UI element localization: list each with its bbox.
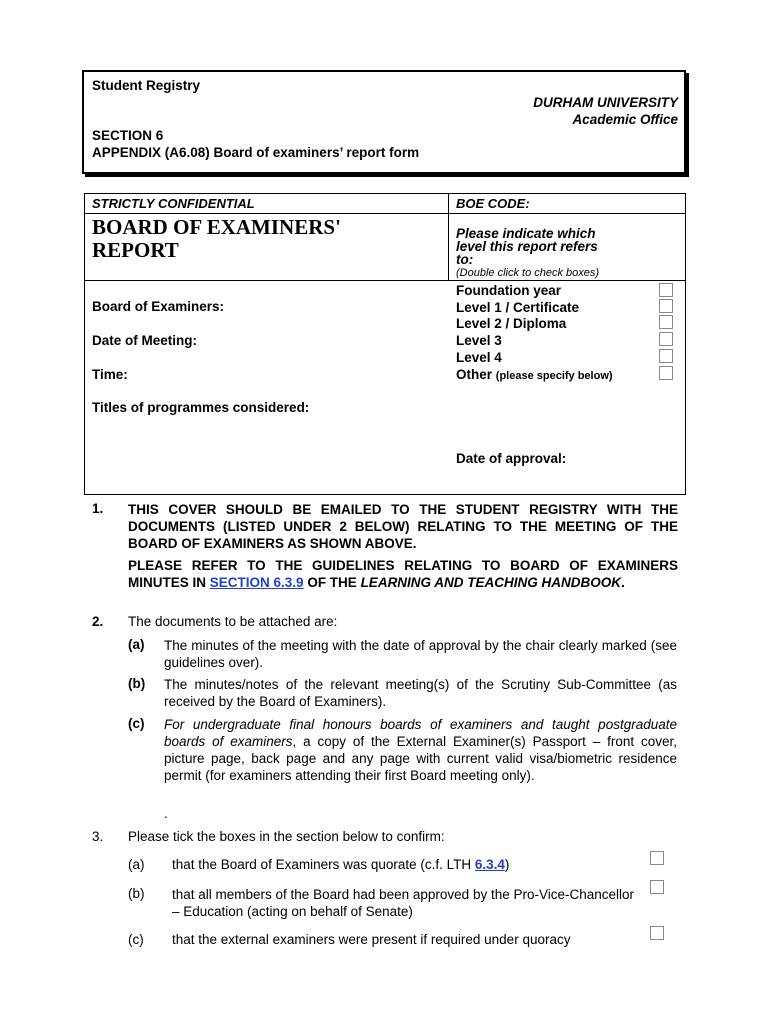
boe-code-field[interactable]: BOE CODE: — [456, 196, 530, 211]
registry-label: Student Registry — [92, 78, 201, 93]
office-name: Academic Office — [572, 112, 678, 127]
confirm-a-text — [172, 857, 509, 872]
date-of-approval-field[interactable]: Date of approval: — [456, 451, 567, 466]
instruction-guidelines — [128, 557, 678, 591]
item-number-1: 1. — [92, 501, 104, 516]
confirm-c-label: (c) — [128, 932, 144, 947]
column-divider — [448, 194, 449, 280]
form-title — [92, 216, 341, 262]
guidelines-text: PLEASE REFER TO THE GUIDELINES RELATING TO BOARD OF EXAMINERS MINUTES IN — [128, 558, 678, 590]
item-number-3: 3. — [92, 829, 104, 844]
doc-c-label: (c) — [128, 716, 145, 731]
board-of-examiners-field[interactable]: Board of Examiners: — [92, 299, 225, 314]
item-number-2: 2. — [92, 614, 104, 629]
row-divider — [85, 213, 685, 214]
confirm-b-checkbox[interactable] — [650, 880, 664, 894]
level-4-label: Level 4 — [456, 350, 502, 365]
confirm-a-checkbox[interactable] — [650, 851, 664, 865]
level-foundation-label: Foundation year — [456, 283, 562, 298]
confirm-b-text: that all members of the Board had been approved by the Pro-Vice-Chancellor – Education (acting on behalf of Senate) — [172, 887, 635, 919]
level-other-checkbox[interactable] — [659, 366, 673, 380]
handbook-title: LEARNING AND TEACHING HANDBOOK — [360, 575, 622, 590]
confirm-b-label: (b) — [128, 886, 145, 901]
tick-intro: Please tick the boxes in the section below to confirm: — [128, 829, 445, 844]
lth-link[interactable]: 6.3.4 — [474, 857, 505, 872]
level-prompt — [456, 227, 598, 266]
level-2-checkbox[interactable] — [659, 315, 673, 329]
guidelines-end: . — [621, 575, 625, 590]
institution-name — [533, 94, 678, 128]
document-header — [82, 70, 686, 174]
doc-a-text: The minutes of the meeting with the date of approval by the chair clearly marked (see guidelines over). — [164, 638, 677, 670]
level-1-label: Level 1 / Certificate — [456, 300, 580, 315]
level-prompt-line2: level this report refers — [456, 239, 598, 254]
confirm-c-text: that the external examiners were present if required under quoracy — [172, 932, 571, 947]
row-divider — [85, 280, 685, 281]
form-title-line2: REPORT — [92, 238, 179, 262]
confirm-c-checkbox[interactable] — [650, 926, 664, 940]
level-prompt-line1: Please indicate which — [456, 226, 596, 241]
level-other-label — [456, 367, 613, 382]
level-1-checkbox[interactable] — [659, 299, 673, 313]
confidential-label: STRICTLY CONFIDENTIAL — [92, 196, 255, 211]
doc-a-label: (a) — [128, 637, 145, 652]
date-of-meeting-field[interactable]: Date of Meeting: — [92, 333, 198, 348]
level-hint: (Double click to check boxes) — [456, 267, 600, 279]
level-4-checkbox[interactable] — [659, 349, 673, 363]
level-other-text: Other — [456, 367, 493, 382]
time-field[interactable]: Time: — [92, 367, 128, 382]
form-title-line1: BOARD OF EXAMINERS' — [92, 215, 341, 239]
section-link[interactable]: SECTION 6.3.9 — [209, 575, 304, 590]
confirm-a-label: (a) — [128, 857, 145, 872]
doc-b-text: The minutes/notes of the relevant meeting(s) of the Scrutiny Sub-Committee (as received by the Board of Examiners). — [164, 677, 677, 709]
level-2-label: Level 2 / Diploma — [456, 316, 567, 331]
documents-intro: The documents to be attached are: — [128, 614, 338, 629]
programmes-field[interactable]: Titles of programmes considered: — [92, 400, 310, 415]
level-3-checkbox[interactable] — [659, 332, 673, 346]
level-prompt-line3: to: — [456, 252, 474, 267]
doc-b-label: (b) — [128, 676, 146, 691]
doc-c-text — [164, 716, 677, 784]
university-name: DURHAM UNIVERSITY — [533, 95, 678, 110]
separator-dot: . — [164, 806, 168, 821]
report-form — [84, 193, 686, 495]
level-3-label: Level 3 — [456, 333, 502, 348]
confirm-a-body: that the Board of Examiners was quorate (c.f. LTH — [172, 857, 475, 872]
section-number: SECTION 6 — [92, 128, 164, 143]
instruction-email: THIS COVER SHOULD BE EMAILED TO THE STUDENT REGISTRY WITH THE DOCUMENTS (LISTED UNDER 2 BELOW) RELATING TO THE MEETING OF THE BOARD OF EXAMINERS AS SHOWN ABOVE. — [128, 502, 678, 551]
level-other-note: (please specify below) — [495, 370, 613, 382]
guidelines-of-text: OF THE — [303, 575, 361, 590]
doc-c-body: , a copy of the External Examiner(s) Passport – front cover, picture page, back page and any page with current valid visa/biometric residence permit (for examiners attending their first Board meeting only). — [164, 734, 678, 783]
confirm-a-end: ) — [504, 857, 510, 872]
level-foundation-checkbox[interactable] — [659, 283, 673, 297]
doc-c-italic: For undergraduate final honours boards of examiners and taught postgraduate boards of examiners — [164, 717, 677, 749]
section-heading — [92, 127, 419, 161]
appendix-title: APPENDIX (A6.08) Board of examiners’ report form — [92, 145, 420, 160]
